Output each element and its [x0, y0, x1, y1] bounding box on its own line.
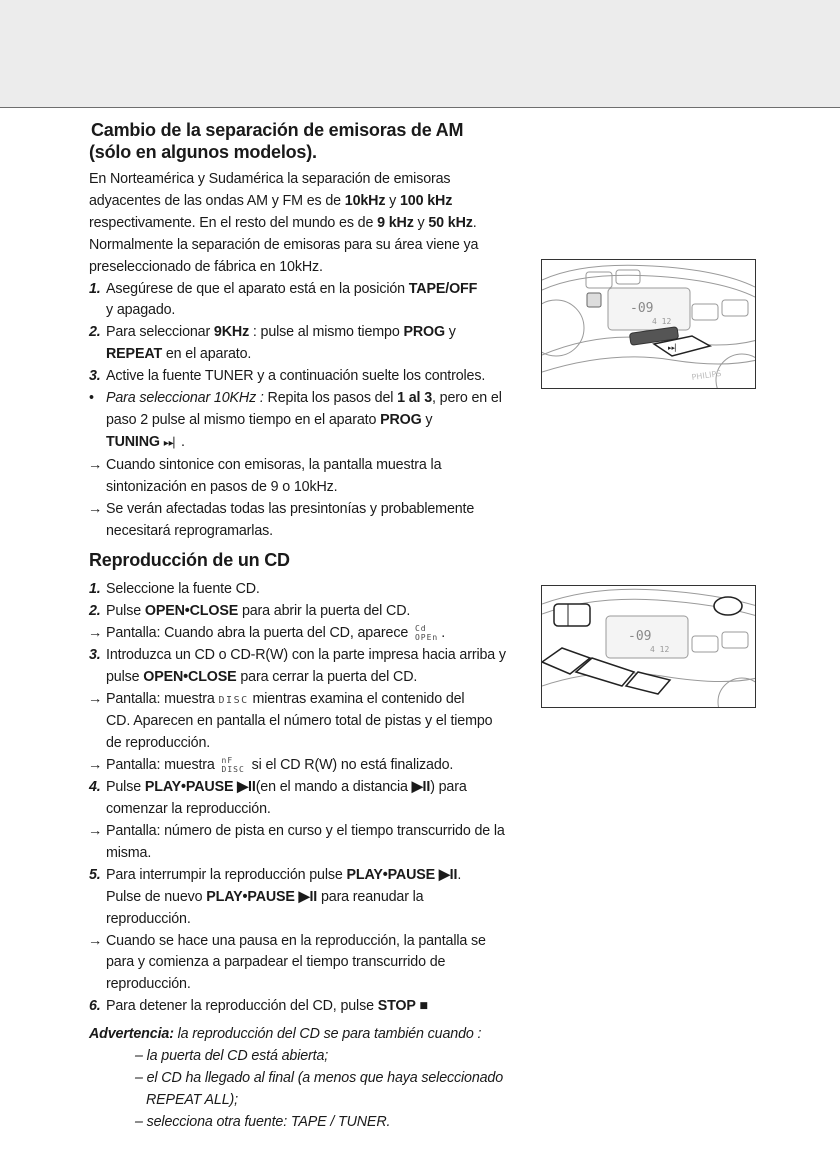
warning-block: [89, 1024, 549, 1134]
arrow-icon: →: [88, 822, 103, 839]
section-title-line2: (sólo en algunos modelos).: [89, 142, 317, 162]
arrow-icon: →: [88, 690, 103, 707]
arrow-icon: →: [88, 500, 103, 517]
step-2: 2. Para seleccionar 9KHz : pulse al mismo tiempo PROG y REPEAT en el aparato.: [89, 324, 456, 363]
arrow-icon: →: [88, 932, 103, 949]
device-drawing: [542, 260, 756, 389]
cd-step-2: 2. Pulse OPEN•CLOSE para abrir la puerta del CD.: [89, 602, 411, 619]
cd-step-4: 4. Pulse PLAY•PAUSE ▶II(en el mando a distancia ▶II) para comenzar la reproducción.: [89, 779, 467, 818]
warning-heading: Advertencia: la reproducción del CD se para también cuando :: [89, 1026, 482, 1042]
warning-item: – el CD ha llegado al final (a menos que haya seleccionado: [135, 1069, 504, 1086]
section-am-spacing: [89, 119, 534, 542]
lcd-readout: -09: [630, 301, 654, 316]
section-cd-playback: [89, 549, 539, 1018]
cd-step-1: 1. Seleccione la fuente CD.: [89, 581, 260, 597]
warning-item: – la puerta del CD está abierta;: [135, 1047, 329, 1064]
device-illustration-tuner: [541, 259, 756, 389]
result-1: → Cuando sintonice con emisoras, la pantalla muestra la sintonización en pasos de 9 o 10kHz.: [88, 456, 442, 495]
next-icon: ▸▸▏: [163, 437, 182, 449]
cd-step-3: 3. Introduzca un CD o CD-R(W) con la parte impresa hacia arriba y pulse OPEN•CLOSE para cerrar la puerta del CD.: [89, 646, 506, 685]
next-icon: ▸▸▏: [668, 344, 681, 352]
lcd-disc: DISC: [218, 694, 249, 706]
lcd-cd-open: Cd OPEn: [414, 624, 439, 643]
page-header-band: [0, 0, 840, 108]
cd-step-6: 6. Para detener la reproducción del CD, pulse STOP ■: [89, 998, 428, 1015]
section2-title: Reproducción de un CD: [89, 550, 290, 570]
step-3: 3. Active la fuente TUNER y a continuación suelte los controles.: [89, 368, 486, 385]
cd-result-3: → Pantalla: muestra nF DISC si el CD R(W) no está finalizado.: [89, 755, 539, 777]
result-2: → Se verán afectadas todas las presintonías y probablemente necesitará reprogramarlas.: [88, 500, 475, 539]
bullet-10khz: • Para seleccionar 10KHz : Repita los pasos del 1 al 3, pero en el paso 2 pulse al mismo tiempo en el aparato PROG y TUNING ▸▸▏.: [89, 390, 502, 450]
lcd-nf-disc: nF DISC: [221, 756, 245, 775]
intro-line-4: Normalmente la separación de emisoras para su área viene ya: [89, 236, 479, 253]
arrow-icon: →: [88, 757, 103, 774]
warning-item: – selecciona otra fuente: TAPE / TUNER.: [135, 1113, 391, 1130]
intro-line-3: respectivamente. En el resto del mundo es de 9 kHz y 50 kHz.: [89, 214, 477, 231]
arrow-icon: →: [88, 456, 103, 473]
lcd-readout-small: 4 12: [650, 645, 670, 654]
device-drawing: [542, 586, 756, 708]
lcd-readout: -09: [628, 629, 652, 644]
cd-result-2: → Pantalla: muestra DISC mientras examina el contenido del CD. Aparecen en pantalla el número total de pistas y el tiempo de reproducción.: [88, 690, 493, 752]
brand-logo: PHILIPS: [691, 368, 722, 382]
intro-line-1: En Norteamérica y Sudamérica la separación de emisoras: [89, 171, 451, 187]
device-illustration-cd: [541, 585, 756, 708]
lcd-readout-small: 4 12: [652, 317, 672, 326]
intro-line-5: preseleccionado de fábrica en 10kHz.: [89, 258, 323, 275]
cd-result-1: → Pantalla: Cuando abra la puerta del CD, aparece Cd OPEn .: [89, 623, 539, 645]
warning-item: REPEAT ALL);: [146, 1091, 238, 1108]
intro-line-2: adyacentes de las ondas AM y FM es de 10kHz y 100 kHz: [89, 192, 453, 209]
section-title-line1: Cambio de la separación de emisoras de AM: [91, 120, 464, 140]
step-1: 1. Asegúrese de que el aparato está en la posición TAPE/OFF y apagado.: [89, 280, 478, 319]
arrow-icon: →: [88, 624, 103, 641]
cd-result-5: → Cuando se hace una pausa en la reproducción, la pantalla se para y comienza a parpadear el tiempo transcurrido de reproducción.: [88, 932, 486, 993]
cd-result-4: → Pantalla: número de pista en curso y el tiempo transcurrido de la misma.: [88, 822, 505, 861]
cd-step-5: 5. Para interrumpir la reproducción pulse PLAY•PAUSE ▶II. Pulse de nuevo PLAY•PAUSE ▶II para reanudar la reproducción.: [89, 866, 462, 927]
